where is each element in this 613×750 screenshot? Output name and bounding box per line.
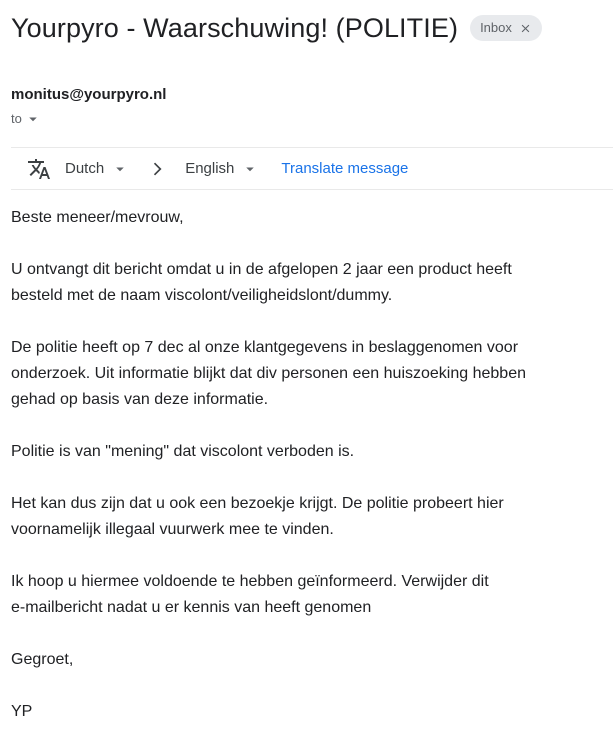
translate-bar	[11, 147, 613, 190]
body-line: gehad op basis van deze informatie.	[11, 391, 269, 408]
translate-message-link[interactable]: Translate message	[281, 160, 409, 177]
body-paragraph	[11, 439, 613, 465]
body-paragraph	[11, 257, 613, 309]
body-paragraph	[11, 647, 613, 673]
body-line: Het kan dus zijn dat u ook een bezoekje krijgt. De politie probeert hier	[11, 495, 504, 512]
body-paragraph	[11, 699, 613, 725]
body-line: Ik hoop u hiermee voldoende te hebben geïnformeerd. Verwijder dit	[11, 573, 489, 590]
body-paragraph	[11, 335, 613, 413]
translate-icon	[27, 157, 51, 181]
email-body	[11, 190, 613, 725]
body-line: e-mailbericht nadat u er kennis van heeft genomen	[11, 599, 372, 616]
body-paragraph	[11, 205, 613, 231]
inbox-label-text: Inbox	[480, 20, 512, 35]
source-language-dropdown[interactable]	[65, 160, 129, 178]
close-icon[interactable]	[519, 22, 532, 35]
target-language-dropdown[interactable]	[185, 160, 259, 178]
body-line: voornamelijk illegaal vuurwerk mee te vinden.	[11, 521, 334, 538]
source-language-label: Dutch	[65, 160, 105, 177]
sender-email: monitus@yourpyro.nl	[11, 86, 167, 103]
body-paragraph	[11, 491, 613, 543]
inbox-label-chip	[470, 15, 542, 41]
subject-row	[11, 0, 613, 46]
body-line: Gegroet,	[11, 651, 74, 668]
body-line: besteld met de naam viscolont/veiligheidslont/dummy.	[11, 287, 393, 304]
target-language-label: English	[185, 160, 235, 177]
body-line: De politie heeft op 7 dec al onze klantgegevens in beslaggenomen voor	[11, 339, 519, 356]
arrow-drop-down-icon	[241, 160, 259, 178]
body-line: U ontvangt dit bericht omdat u in de afgelopen 2 jaar een product heeft	[11, 261, 512, 278]
body-line: YP	[11, 703, 33, 720]
chevron-right-icon	[147, 159, 167, 179]
arrow-drop-down-icon	[111, 160, 129, 178]
body-line: onderzoek. Uit informatie blijkt dat div personen een huiszoeking hebben	[11, 365, 526, 382]
recipient-dropdown[interactable]	[11, 110, 42, 128]
body-line: Beste meneer/mevrouw,	[11, 209, 184, 226]
body-line: Politie is van "mening" dat viscolont verboden is.	[11, 443, 355, 460]
arrow-drop-down-icon	[24, 110, 42, 128]
email-subject: Yourpyro - Waarschuwing! (POLITIE)	[11, 13, 459, 43]
body-paragraph	[11, 569, 613, 621]
to-label: to	[11, 111, 22, 126]
